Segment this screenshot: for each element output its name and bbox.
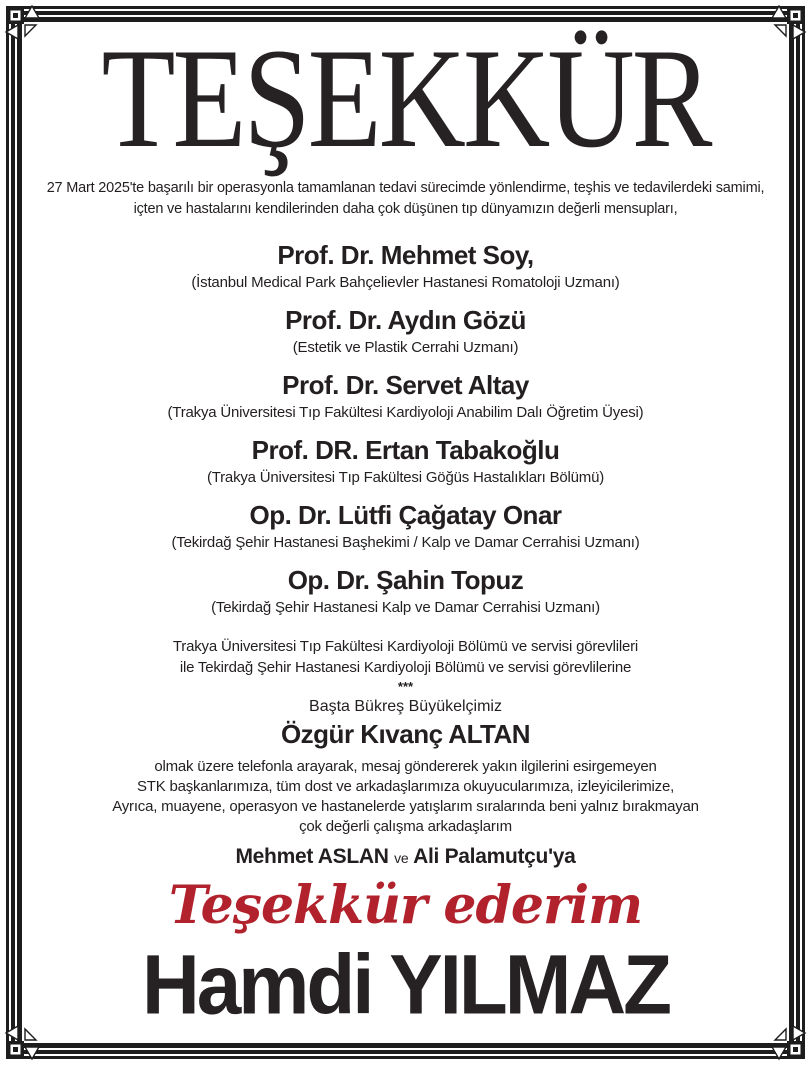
doctor-title: (Tekirdağ Şehir Hastanesi Kalp ve Damar Cerrahisi Uzmanı) [211, 599, 600, 616]
doctor-list [30, 240, 781, 616]
conjunction: ve [394, 850, 409, 866]
doctor-name: Op. Dr. Şahin Topuz [287, 565, 524, 595]
doctor-entry [30, 565, 781, 616]
ack-line-2: STK başkanlarımıza, tüm dost ve arkadaşlarımıza okuyucularımıza, izleyicilerimize, [136, 778, 675, 795]
page-title-text: TEŞEKKÜR [101, 19, 710, 178]
doctor-title: (Estetik ve Plastik Cerrahi Uzmanı) [292, 339, 519, 356]
staff-line-1: Trakya Üniversitesi Tıp Fakültesi Kardiyoloji Bölümü ve servisi görevlileri [172, 638, 639, 655]
colleague-name-2: Ali Palamutçu'ya [413, 845, 576, 868]
doctor-entry [30, 305, 781, 356]
ambassador-name: Özgür Kıvanç ALTAN [280, 719, 531, 749]
doctor-name: Prof. DR. Ertan Tabakoğlu [251, 435, 560, 465]
staff-acknowledgement [30, 636, 781, 678]
doctor-name: Op. Dr. Lütfi Çağatay Onar [249, 500, 562, 530]
closing-thanks-script: Teşekkür ederim [168, 875, 643, 936]
colleague-name-1: Mehmet ASLAN [235, 845, 389, 868]
ack-line-1: olmak üzere telefonla arayarak, mesaj göndererek yakın ilgilerini esirgemeyen [154, 758, 657, 775]
intro-line-2: içten ve hastalarını kendilerinden daha çok düşünen tıp dünyamızın değerli mensupları, [133, 201, 678, 217]
doctor-title: (Trakya Üniversitesi Tıp Fakültesi Kardiyoloji Anabilim Dalı Öğretim Üyesi) [167, 404, 644, 421]
acknowledgement-paragraph [30, 757, 781, 837]
signatory-name-text: Hamdi YILMAZ [141, 937, 669, 1032]
doctor-title: (İstanbul Medical Park Bahçelievler Hastanesi Romatoloji Uzmanı) [191, 274, 620, 291]
doctor-entry [30, 370, 781, 421]
asterisk-separator: *** [397, 679, 414, 694]
doctor-entry [30, 500, 781, 551]
doctor-title: (Trakya Üniversitesi Tıp Fakültesi Göğüs Hastalıkları Bölümü) [206, 469, 605, 486]
intro-line-1: 27 Mart 2025'te başarılı bir operasyonla tamamlanan tedavi sürecimde yönlendirme, teşhis ve tedavilerdeki samimi, [46, 180, 765, 196]
doctor-name: Prof. Dr. Servet Altay [282, 370, 529, 400]
doctor-name: Prof. Dr. Aydın Gözü [285, 305, 526, 335]
doctor-title: (Tekirdağ Şehir Hastanesi Başhekimi / Kalp ve Damar Cerrahisi Uzmanı) [171, 534, 640, 551]
signatory-name [30, 937, 781, 1032]
colleague-names-line [30, 844, 781, 871]
doctor-name: Prof. Dr. Mehmet Soy, [277, 240, 534, 270]
doctor-entry [30, 435, 781, 486]
ack-line-3: Ayrıca, muayene, operasyon ve hastanelerde yatışlarım sıralarında beni yalnız bırakmayan [112, 798, 699, 815]
announcement-page [30, 19, 781, 1041]
doctor-entry [30, 240, 781, 291]
staff-line-2: ile Tekirdağ Şehir Hastanesi Kardiyoloji Bölümü ve servisi görevlilerine [179, 659, 632, 676]
intro-paragraph [30, 178, 781, 220]
page-title [30, 19, 781, 178]
ack-line-4: çok değerli çalışma arkadaşlarım [299, 818, 512, 835]
ambassador-lead-line: Başta Bükreş Büyükelçimiz [309, 698, 502, 715]
